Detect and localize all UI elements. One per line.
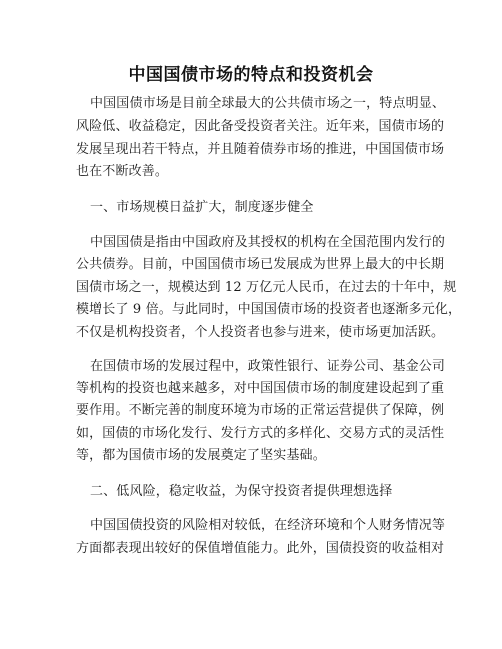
body-line: 风险低、收益稳定，因此备受投资者关注。近年来，国债市场的 [76,119,445,134]
body-line: 二、低风险，稳定收益，为保守投资者提供理想选择 [90,484,393,499]
body-line: 也在不断改善。 [76,164,169,179]
body-line: 要作用。不断完善的制度环境为市场的正常运营提供了保障，例 [76,403,445,418]
body-line: 模增长了 9 倍。与此同时，中国国债市场的投资者也逐渐多元化， [76,302,462,317]
body-line: 方面都表现出较好的保值增值能力。此外，国债投资的收益相对 [76,541,445,556]
body-line: 中国国债是指由中国政府及其授权的机构在全国范围内发行的 [90,235,446,250]
body-line: 中国国债市场是目前全球最大的公共债市场之一，特点明显、 [90,96,446,111]
body-line: 等，都为国债市场的发展奠定了坚实基础。 [76,448,326,463]
document-title: 中国国债市场的特点和投资机会 [128,65,374,85]
body-line: 一、市场规模日益扩大，制度逐步健全 [90,200,314,215]
body-line: 不仅是机构投资者，个人投资者也参与进来，使市场更加活跃。 [76,325,445,340]
body-line: 国债市场之一，规模达到 12 万亿元人民币，在过去的十年中，规 [76,280,457,295]
body-line: 在国债市场的发展过程中，政策性银行、证券公司、基金公司 [90,359,446,374]
body-line: 如，国债的市场化发行、发行方式的多样化、交易方式的灵活性 [76,426,445,441]
body-line: 发展呈现出若干特点，并且随着债券市场的推进，中国国债市场 [76,142,445,157]
body-line: 中国国债投资的风险相对较低，在经济环境和个人财务情况等 [90,518,446,533]
body-line: 等机构的投资也越来越多，对中国国债市场的制度建设起到了重 [76,381,445,396]
body-line: 公共债券。目前，中国国债市场已发展成为世界上最大的中长期 [76,257,445,272]
